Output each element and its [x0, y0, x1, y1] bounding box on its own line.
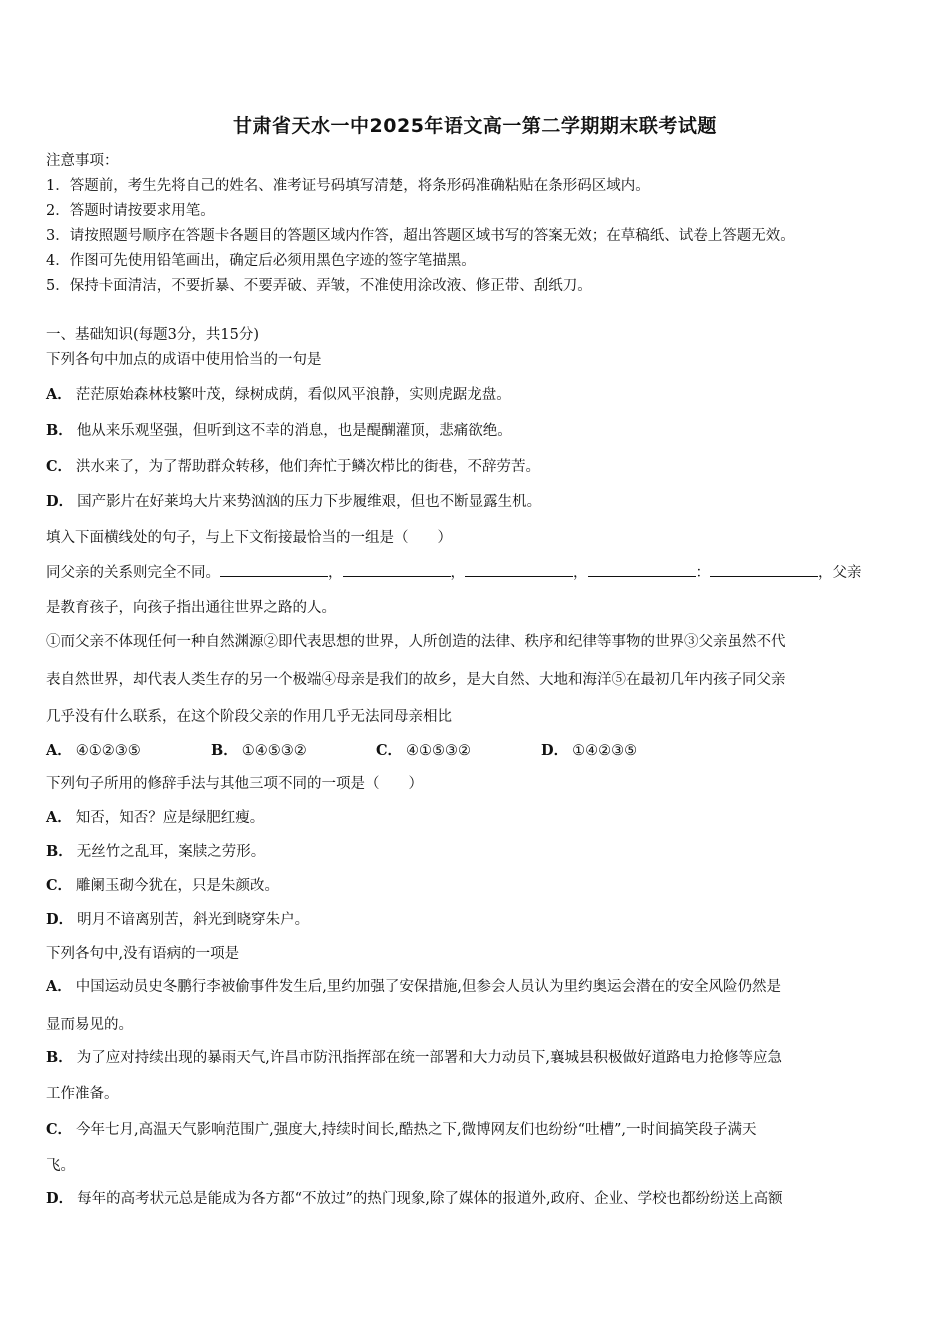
option-letter: D． — [46, 1190, 74, 1207]
option-text: 每年的高考状元总是能成为各方都“不放过”的热门现象,除了媒体的报道外,政府、企业、学校也都纷纷送上高额 — [77, 1191, 783, 1207]
fill-sep: ， — [328, 565, 343, 581]
option-text: 国产影片在好莱坞大片来势汹汹的压力下步履维艰，但也不断显露生机。 — [77, 494, 542, 510]
material-line: ①而父亲不体现任何一种自然渊源②即代表思想的世界，人所创造的法律、秩序和纪律等事物的世界③父亲虽然不代 — [46, 634, 786, 650]
notice-item: 3．请按照题号顺序在答题卡各题目的答题区域内作答，超出答题区域书写的答案无效；在草稿纸、试卷上答题无效。 — [46, 228, 795, 244]
blank — [465, 562, 573, 577]
option-text: 明月不谙离别苦，斜光到晓穿朱户。 — [77, 912, 310, 928]
fill-sep: ， — [573, 565, 588, 581]
question-stem: 下列各句中加点的成语中使用恰当的一句是 — [46, 352, 322, 368]
option-letter: C． — [46, 1121, 73, 1138]
option-letter: C． — [46, 877, 73, 894]
fill-line-2: 是教育孩子，向孩子指出通往世界之路的人。 — [46, 600, 336, 616]
option-continuation: 显而易见的。 — [46, 1017, 133, 1033]
option-text: 他从来乐观坚强，但听到这不幸的消息，也是醍醐灌顶，悲痛欲绝。 — [76, 423, 512, 439]
question-stem: 下列句子所用的修辞手法与其他三项不同的一项是（ ） — [46, 776, 423, 792]
option-text: 洪水来了，为了帮助群众转移，他们奔忙于鳞次栉比的街巷，不辞劳苦。 — [76, 459, 541, 475]
option-text: 今年七月,高温天气影响范围广,强度大,持续时间长,酷热之下,微博网友们也纷纷“吐槽”,一时间搞笑段子满天 — [76, 1122, 757, 1138]
blank — [588, 562, 696, 577]
option-text: ④①⑤③② — [406, 743, 472, 759]
notice-heading: 注意事项： — [46, 153, 119, 169]
blank — [710, 562, 818, 577]
option-letter: D． — [46, 911, 74, 928]
option-letter: D． — [541, 742, 569, 759]
option-text: 雕阑玉砌今犹在，只是朱颜改。 — [76, 878, 280, 894]
blank — [220, 562, 328, 577]
option-b — [46, 842, 265, 862]
option-a — [46, 977, 781, 997]
option-b — [46, 421, 512, 441]
option-row — [46, 741, 706, 761]
option-letter: C． — [46, 458, 73, 475]
option-c — [376, 741, 541, 761]
fill-text: 同父亲的关系则完全不同。 — [46, 565, 220, 581]
option-d — [46, 492, 541, 512]
notice-item: 4．作图可先使用铅笔画出，确定后必须用黑色字迹的签字笔描黑。 — [46, 253, 476, 269]
material-line: 几乎没有什么联系，在这个阶段父亲的作用几乎无法同母亲相比 — [46, 709, 452, 725]
blank — [343, 562, 451, 577]
option-letter: A． — [46, 809, 72, 826]
option-letter: B． — [46, 843, 73, 860]
option-text: 中国运动员史冬鹏行李被偷事件发生后,里约加强了安保措施,但参会人员认为里约奥运会潜在的安全风险仍然是 — [75, 979, 781, 995]
option-letter: A． — [46, 742, 72, 759]
option-c — [46, 457, 540, 477]
option-letter: B． — [211, 742, 238, 759]
fill-text: ，父亲 — [818, 565, 862, 581]
option-a — [46, 385, 511, 405]
option-a — [46, 741, 211, 761]
fill-sep: ： — [695, 565, 710, 581]
option-text: ①④⑤③② — [241, 743, 307, 759]
fill-sep: ， — [450, 565, 465, 581]
option-b — [211, 741, 376, 761]
option-continuation: 飞。 — [46, 1158, 75, 1174]
option-text: ④①②③⑤ — [75, 743, 141, 759]
option-text: 为了应对持续出现的暴雨天气,许昌市防汛指挥部在统一部署和大力动员下,襄城县积极做好道路电力抢修等应急 — [76, 1050, 782, 1066]
option-a — [46, 808, 264, 828]
option-letter: B． — [46, 422, 73, 439]
option-continuation: 工作准备。 — [46, 1086, 119, 1102]
notice-item: 2．答题时请按要求用笔。 — [46, 203, 215, 219]
option-c — [46, 876, 279, 896]
option-letter: A． — [46, 978, 72, 995]
section-heading: 一、基础知识(每题3分，共15分) — [46, 327, 259, 343]
question-stem: 填入下面横线处的句子，与上下文衔接最恰当的一组是（ ） — [46, 530, 452, 546]
notice-item: 1．答题前，考生先将自己的姓名、准考证号码填写清楚，将条形码准确粘贴在条形码区域内。 — [46, 178, 650, 194]
option-text: 知否，知否？应是绿肥红瘦。 — [75, 810, 265, 826]
option-d — [46, 910, 309, 930]
fill-blank-line — [46, 562, 862, 583]
option-d — [541, 741, 706, 761]
option-text: 无丝竹之乱耳，案牍之劳形。 — [76, 844, 266, 860]
option-d — [46, 1189, 783, 1209]
option-letter: C． — [376, 742, 403, 759]
option-letter: A． — [46, 386, 72, 403]
question-stem: 下列各句中,没有语病的一项是 — [46, 946, 240, 962]
option-c — [46, 1120, 757, 1140]
option-b — [46, 1048, 782, 1068]
option-letter: B． — [46, 1049, 73, 1066]
page-title: 甘肃省天水一中2025年语文高一第二学期期末联考试题 — [233, 115, 717, 137]
material-line: 表自然世界，却代表人类生存的另一个极端④母亲是我们的故乡，是大自然、大地和海洋⑤在最初几年内孩子同父亲 — [46, 672, 786, 688]
option-letter: D． — [46, 493, 74, 510]
notice-item: 5．保持卡面清洁，不要折暴、不要弄破、弄皱，不准使用涂改液、修正带、刮纸刀。 — [46, 278, 592, 294]
option-text: 茫茫原始森林枝繁叶茂，绿树成荫，看似风平浪静，实则虎踞龙盘。 — [75, 387, 511, 403]
option-text: ①④②③⑤ — [572, 743, 638, 759]
